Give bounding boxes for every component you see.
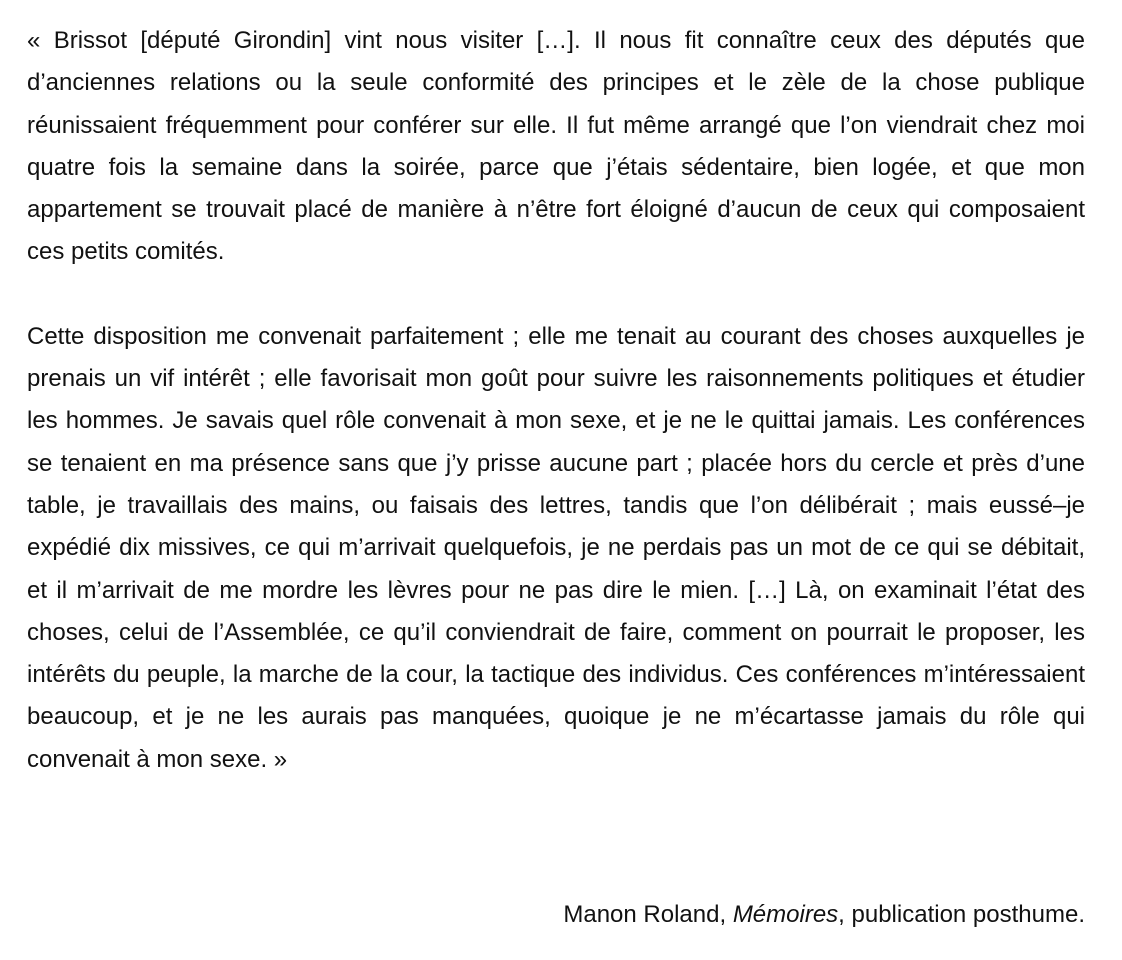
- citation-publication-note: , publication posthume.: [838, 901, 1085, 928]
- citation-work-title: Mémoires: [732, 901, 839, 928]
- document-body: [27, 20, 1085, 781]
- citation-separator: ,: [719, 901, 733, 928]
- quote-paragraph-1: « Brissot [député Girondin] vint nous visiter […]. Il nous fit connaître ceux des députés que d’anciennes relations ou la seule conformité des principes et le zèle de la chose publique réunissaient fréquemment pour conférer sur elle. Il fut même arrangé que l’on viendrait chez moi quatre fois la semaine dans la soirée, parce que j’étais sédentaire, bien logée, et que mon appartement se trouvait placé de manière à n’être fort éloigné d’aucun de ceux qui composaient ces petits comités.: [27, 27, 1085, 266]
- source-citation: [563, 895, 1085, 935]
- citation-author: Manon Roland: [563, 901, 720, 928]
- quote-paragraph-2: Cette disposition me convenait parfaitement ; elle me tenait au courant des choses auxquelles je prenais un vif intérêt ; elle favorisait mon goût pour suivre les raisonnements politiques et étudier les hommes. Je savais quel rôle convenait à mon sexe, et je ne le quittai jamais. Les conférences se tenaient en ma présence sans que j’y prisse aucune part ; placée hors du cercle et près d’une table, je travaillais des mains, ou faisais des lettres, tandis que l’on délibérait ; mais eussé–je expédié dix missives, ce qui m’arrivait quelquefois, je ne perdais pas un mot de ce qui se débitait, et il m’arrivait de me mordre les lèvres pour ne pas dire le mien. […] Là, on examinait l’état des choses, celui de l’Assemblée, ce qu’il conviendrait de faire, comment on pourrait le proposer, les intérêts du peuple, la marche de la cour, la tactique des individus. Ces conférences m’intéressaient beaucoup, et je ne les aurais pas manquées, quoique je ne m’écartasse jamais du rôle qui convenait à mon sexe. »: [27, 322, 1085, 773]
